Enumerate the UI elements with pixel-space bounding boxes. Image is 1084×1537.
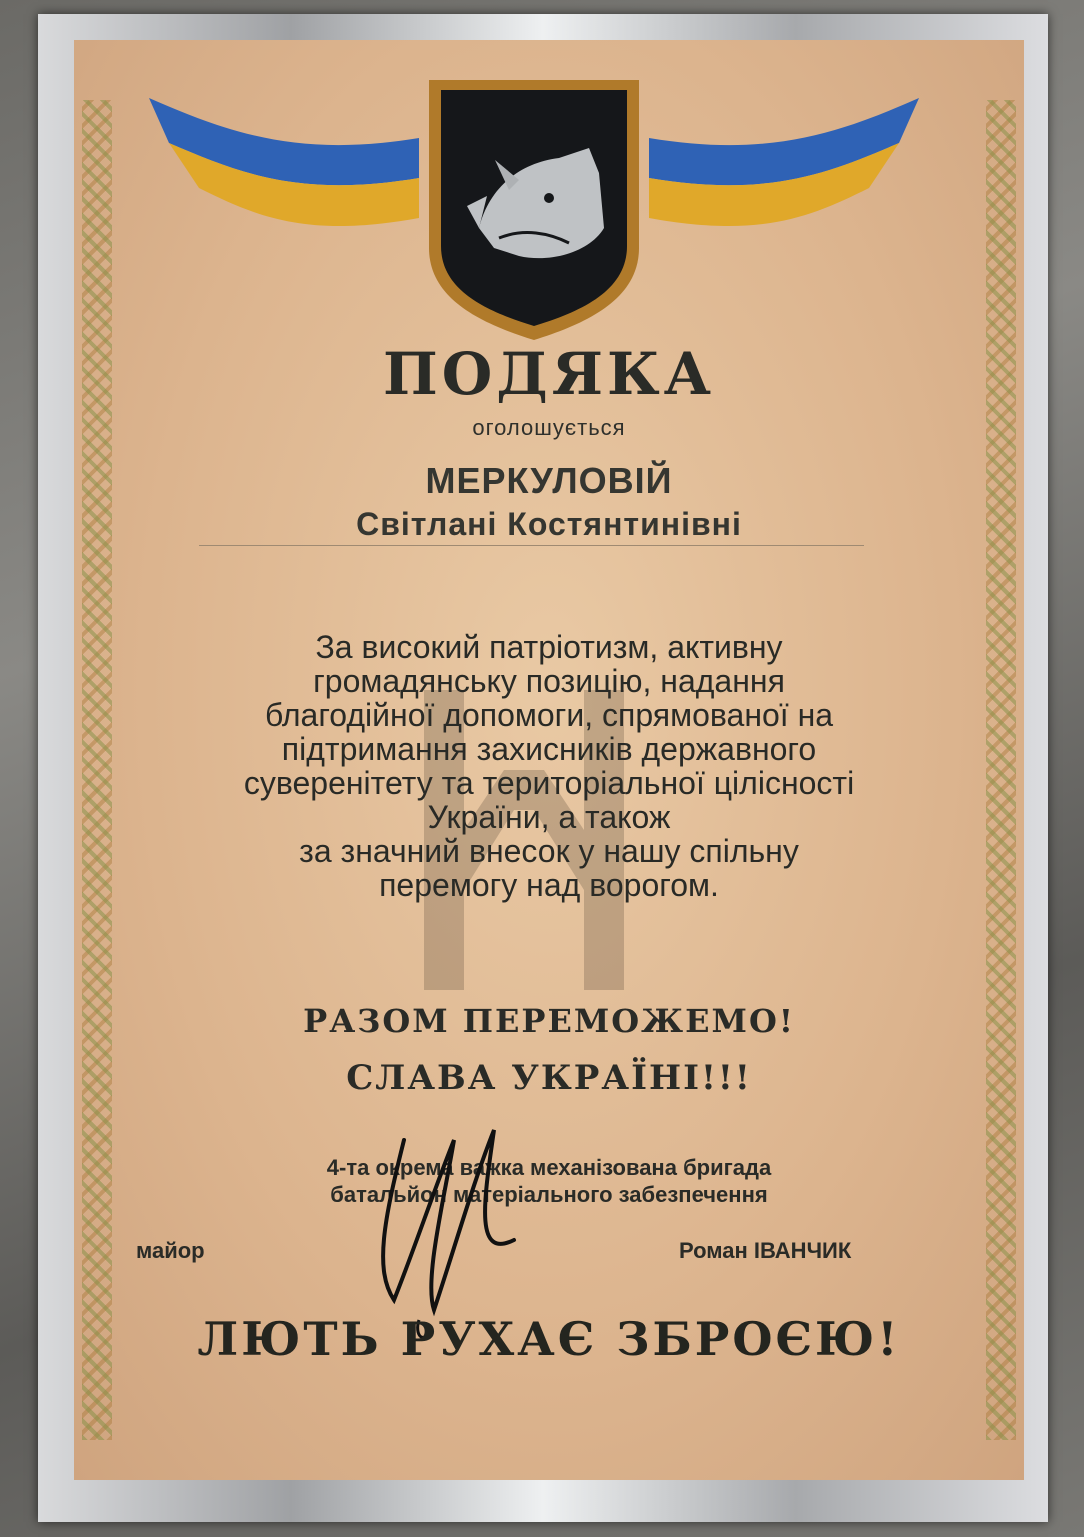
- body-line: суверенітету та територіальної цілісності: [243, 765, 855, 801]
- body-line: України, а також: [427, 799, 671, 835]
- ornament-border-right: [986, 100, 1016, 1440]
- body-line: підтримання захисників державного: [281, 731, 817, 767]
- certificate-title: ПОДЯКА: [382, 340, 715, 408]
- slogan-glory-to-ukraine: СЛАВА УКРАЇНІ!!!: [346, 1058, 752, 1098]
- signer-name: Роман ІВАНЧИК: [679, 1238, 852, 1263]
- rhino-emblem-icon: [149, 78, 919, 348]
- body-line: перемогу над ворогом.: [379, 867, 719, 903]
- body-line: благодійної допомоги, спрямованої на: [264, 697, 834, 733]
- unit-battalion: батальйон матеріального забезпечення: [330, 1182, 768, 1207]
- slogan-together-we-win: РАЗОМ ПЕРЕМОЖЕМО!: [303, 1002, 795, 1040]
- unit-brigade: 4-та окрема важка механізована бригада: [326, 1155, 772, 1180]
- brigade-motto: ЛЮТЬ РУХАЄ ЗБРОЄЮ!: [197, 1312, 901, 1366]
- announcement-text: оголошується: [472, 415, 626, 440]
- body-line: за значний внесок у нашу спільну: [299, 833, 799, 869]
- body-line: громадянську позицію, надання: [313, 663, 785, 699]
- recipient-given-name: Світлані Костянтинівні: [356, 506, 742, 542]
- certificate-paper: [74, 40, 1024, 1480]
- name-underline: [199, 545, 864, 546]
- certificate-body: [164, 630, 934, 902]
- body-line: За високий патріотизм, активну: [315, 629, 783, 665]
- signer-rank: майор: [136, 1238, 205, 1263]
- ornament-border-left: [82, 100, 112, 1440]
- recipient-surname: МЕРКУЛОВІЙ: [425, 460, 673, 501]
